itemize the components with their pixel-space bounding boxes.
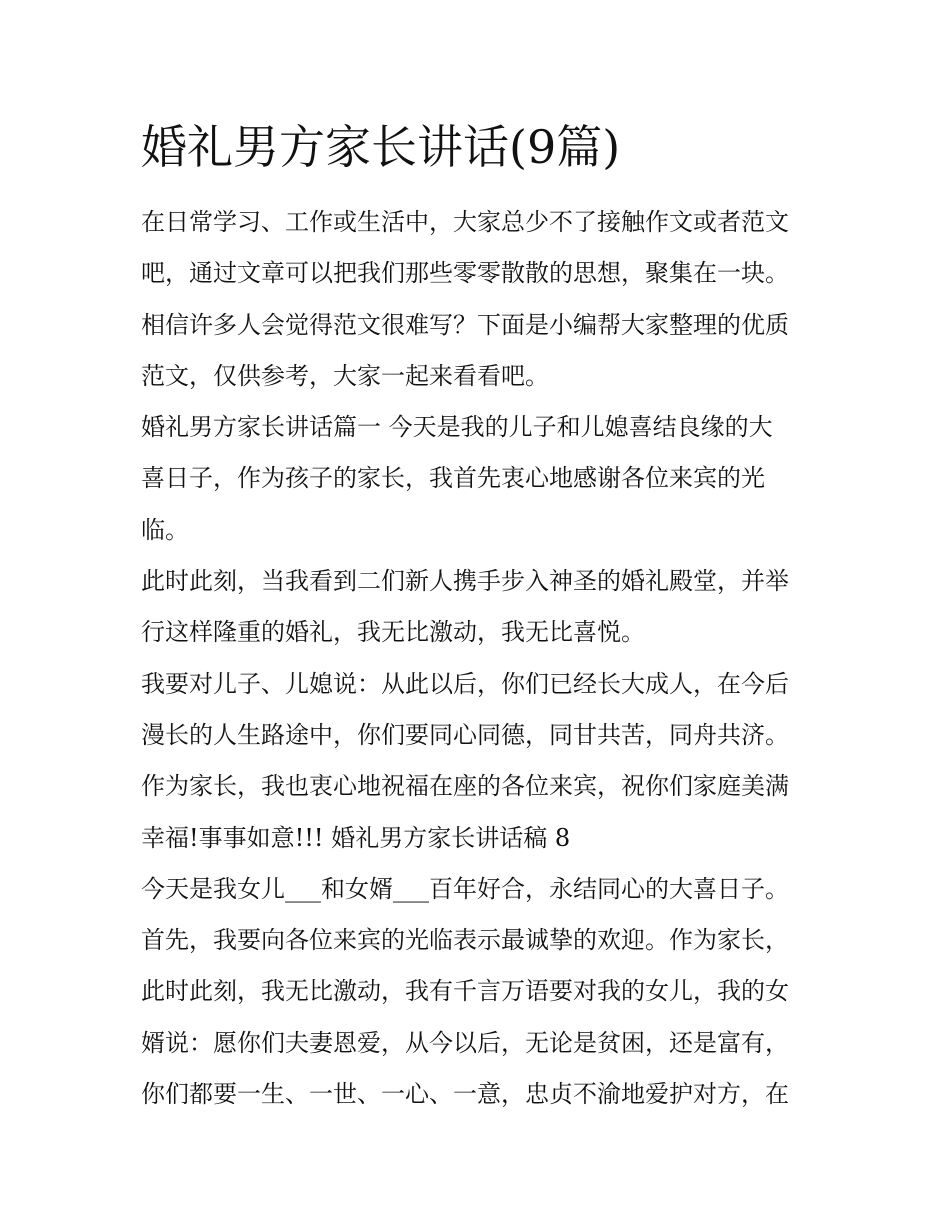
text-line: 相信许多人会觉得范文很难写？下面是小编帮大家整理的优质 bbox=[141, 310, 789, 339]
text-line: 婚礼男方家长讲话篇一 今天是我的儿子和儿媳喜结良缘的大 bbox=[141, 413, 773, 442]
text-line: 范文，仅供参考，大家一起来看看吧。 bbox=[141, 361, 549, 390]
text-line: 吧，通过文章可以把我们那些零零散散的思想，聚集在一块。 bbox=[141, 259, 789, 288]
page-title: 婚礼男方家长讲话(9篇) bbox=[141, 120, 621, 174]
text-line: 行这样隆重的婚礼，我无比激动，我无比喜悦。 bbox=[141, 618, 645, 647]
text-line: 漫长的人生路途中，你们要同心同德，同甘共苦，同舟共济。 bbox=[141, 720, 789, 749]
text-line: 首先，我要向各位来宾的光临表示最诚挚的欢迎。作为家长， bbox=[141, 926, 789, 955]
text-line: 临。 bbox=[141, 515, 189, 544]
text-line: 今天是我女儿___和女婿___百年好合，永结同心的大喜日子。 bbox=[141, 874, 789, 903]
text-line: 在日常学习、工作或生活中，大家总少不了接触作文或者范文 bbox=[141, 208, 789, 236]
text-line: 喜日子，作为孩子的家长，我首先衷心地感谢各位来宾的光 bbox=[141, 464, 765, 493]
text-line: 婿说：愿你们夫妻恩爱，从今以后，无论是贫困，还是富有， bbox=[141, 1028, 789, 1057]
text-line: 此时此刻，当我看到二们新人携手步入神圣的婚礼殿堂，并举 bbox=[141, 567, 789, 596]
text-line: 作为家长，我也衷心地祝福在座的各位来宾，祝你们家庭美满 bbox=[141, 772, 789, 801]
text-line: 你们都要一生、一世、一心、一意，忠贞不渝地爱护对方，在 bbox=[141, 1080, 789, 1109]
text-line: 幸福!事事如意!!! 婚礼男方家长讲话稿 8 bbox=[141, 823, 571, 852]
body-text bbox=[141, 197, 821, 1120]
text-line: 我要对儿子、儿媳说：从此以后，你们已经长大成人，在今后 bbox=[141, 669, 789, 698]
text-line: 此时此刻，我无比激动，我有千言万语要对我的女儿，我的女 bbox=[141, 977, 789, 1006]
